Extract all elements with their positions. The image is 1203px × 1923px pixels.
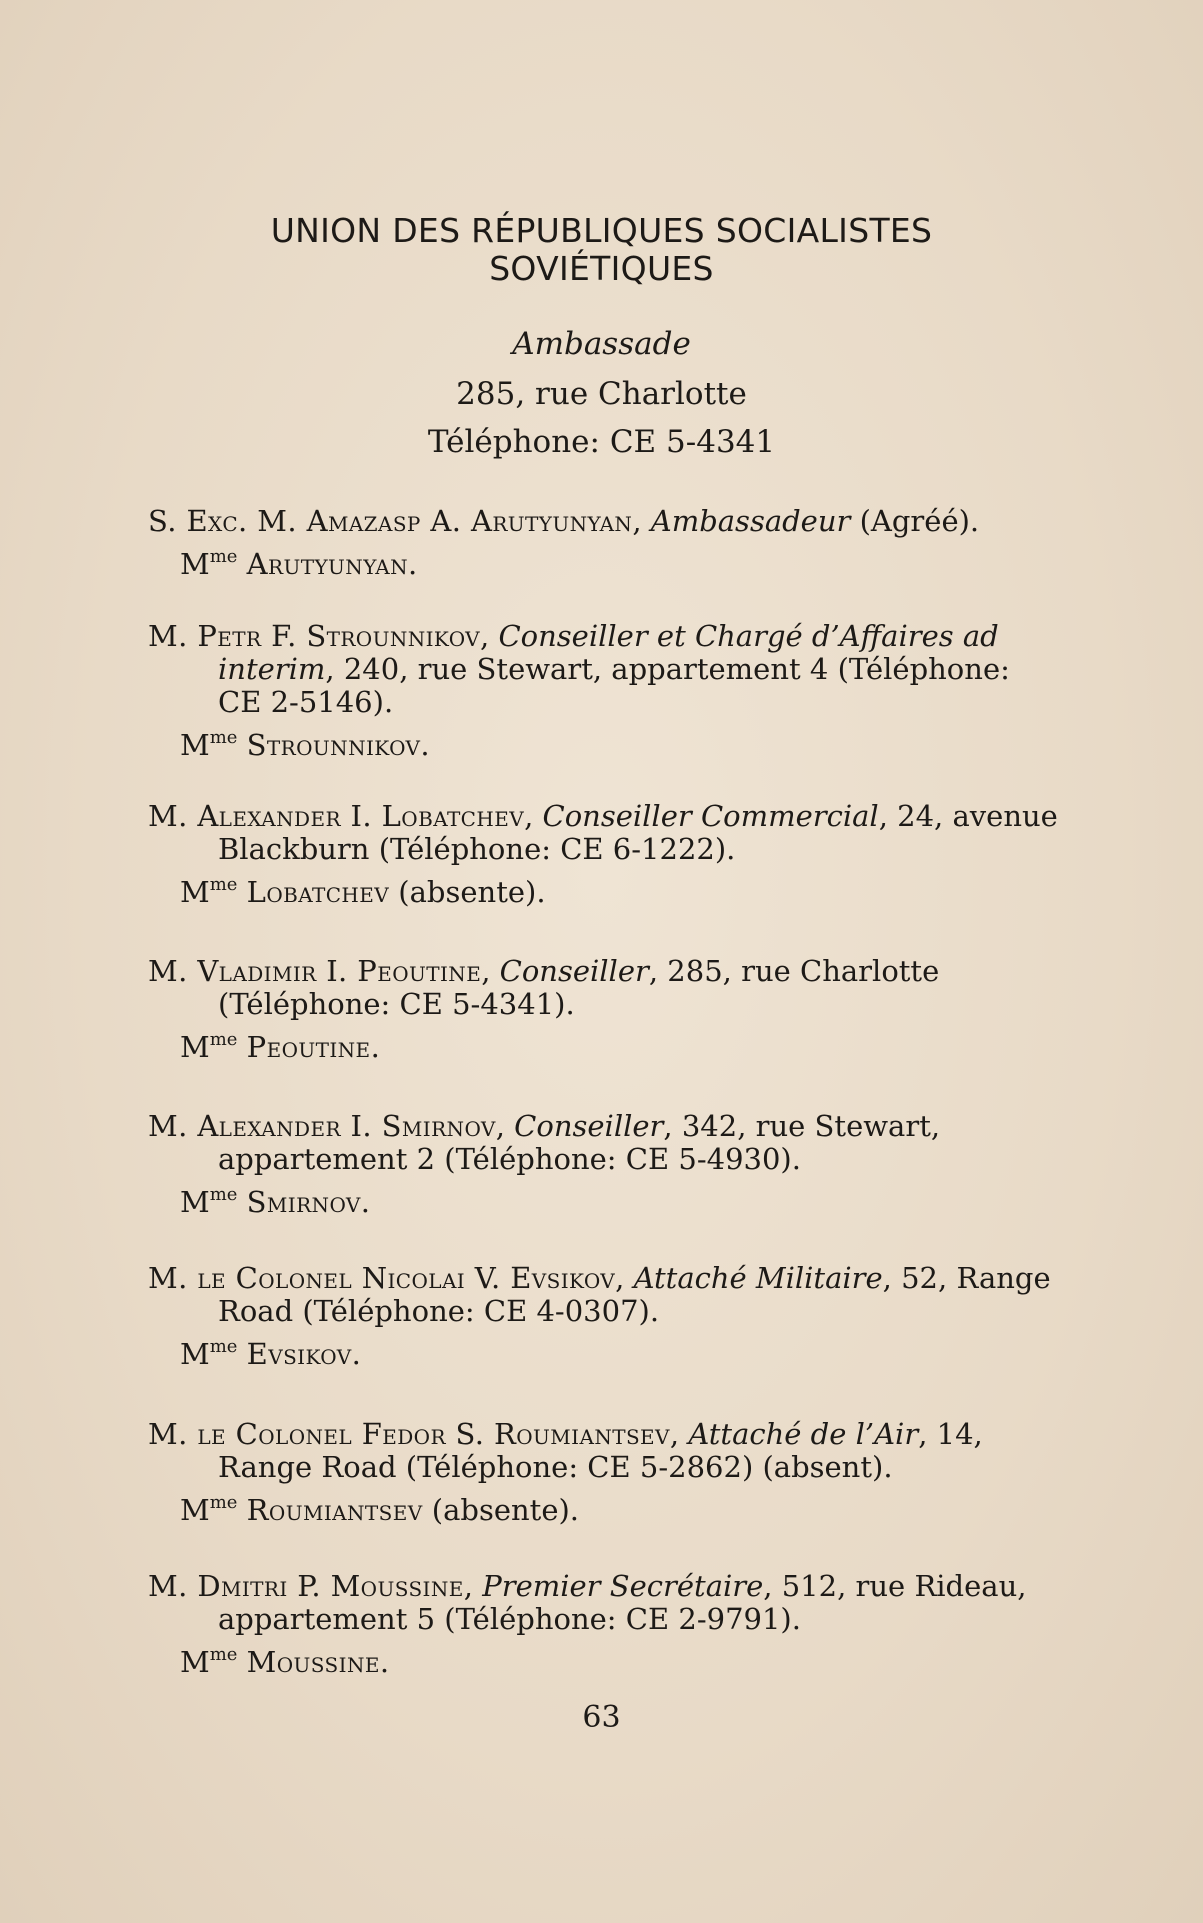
honorific: M.: [148, 1569, 198, 1603]
honorific: M.: [148, 1261, 198, 1295]
diplomat-entry: [148, 800, 1058, 909]
page-number: 63: [582, 1700, 621, 1735]
spouse-honorific-sup: me: [209, 1336, 238, 1357]
spouse-line: [148, 1338, 1058, 1371]
spouse-name: Peoutine: [246, 1030, 371, 1064]
spouse-name: Evsikov: [246, 1337, 352, 1371]
diplomat-title: Conseiller et Chargé d’Affaires ad interim: [218, 619, 999, 686]
spouse-line: [148, 876, 1058, 909]
diplomat-line: [148, 800, 1058, 866]
spouse-honorific-sup: me: [209, 1644, 238, 1665]
honorific: M.: [148, 1417, 198, 1451]
diplomat-name: Vladimir I. Peoutine: [197, 954, 482, 988]
spouse-details: .: [360, 1185, 370, 1219]
diplomat-entry: [148, 1418, 1058, 1527]
diplomat-title: Conseiller Commercial: [542, 799, 879, 833]
diplomat-line: [148, 505, 1058, 538]
separator: ,: [524, 799, 543, 833]
diplomat-details: (Agréé).: [850, 504, 980, 538]
diplomat-title: Ambassadeur: [650, 504, 851, 538]
diplomat-details: , 52, Range Road (Téléphone: CE 4-0307).: [218, 1261, 1051, 1328]
diplomat-line: [148, 620, 1058, 719]
spouse-details: (absente).: [422, 1493, 580, 1527]
embassy-address: 285, rue Charlotte: [456, 376, 747, 412]
diplomat-details: , 240, rue Stewart, appartement 4 (Téléphone: CE 2-5146).: [218, 652, 1010, 719]
honorific: M.: [148, 1109, 198, 1143]
spouse-line: [148, 548, 1058, 581]
spouse-name: Roumiantsev: [246, 1493, 423, 1527]
spouse-name: Lobatchev: [246, 875, 390, 909]
diplomat-details: , 512, rue Rideau, appartement 5 (Téléphone: CE 2-9791).: [218, 1569, 1027, 1636]
separator: ,: [615, 1261, 634, 1295]
diplomat-entry: [148, 1570, 1058, 1679]
diplomat-name: le Colonel Nicolai V. Evsikov: [197, 1261, 616, 1295]
honorific: M.: [148, 799, 198, 833]
spouse-name: Smirnov: [246, 1185, 361, 1219]
diplomat-title: Attaché Militaire: [633, 1261, 883, 1295]
diplomat-details: , 24, avenue Blackburn (Téléphone: CE 6-1222).: [218, 799, 1058, 866]
country-heading-line1: UNION DES RÉPUBLIQUES SOCIALISTES: [270, 211, 933, 250]
spouse-name: Arutyunyan: [246, 547, 409, 581]
diplomat-line: [148, 1418, 1058, 1484]
spouse-details: .: [379, 1645, 390, 1679]
diplomat-details: , 14, Range Road (Téléphone: CE 5-2862) (absent).: [218, 1417, 983, 1484]
country-heading: [0, 212, 1203, 288]
diplomat-name: le Colonel Fedor S. Roumiantsev: [197, 1417, 670, 1451]
spouse-honorific: M: [180, 1493, 210, 1527]
diplomat-title: Attaché de l’Air: [688, 1417, 919, 1451]
spouse-honorific: M: [180, 1030, 210, 1064]
diplomat-entry: [148, 1262, 1058, 1371]
diplomat-line: [148, 1110, 1058, 1176]
spouse-honorific-sup: me: [209, 1184, 238, 1205]
spouse-line: [148, 1646, 1058, 1679]
spouse-details: .: [408, 547, 418, 581]
spouse-honorific: M: [180, 1645, 210, 1679]
spouse-line: [148, 1186, 1058, 1219]
spouse-name: Moussine: [246, 1645, 380, 1679]
diplomat-name: Petr F. Strounnikov: [197, 619, 481, 653]
country-heading-line2: SOVIÉTIQUES: [489, 249, 714, 288]
honorific: M.: [148, 619, 198, 653]
diplomat-entry: [148, 1110, 1058, 1219]
diplomat-entry: [148, 955, 1058, 1064]
diplomat-line: [148, 1262, 1058, 1328]
spouse-details: (absente).: [389, 875, 546, 909]
separator: ,: [669, 1417, 689, 1451]
diplomat-title: Conseiller: [514, 1109, 664, 1143]
spouse-honorific-sup: me: [209, 727, 238, 748]
spouse-name: Strounnikov: [246, 728, 421, 762]
diplomat-title: Premier Secrétaire: [482, 1569, 764, 1603]
spouse-honorific: M: [180, 875, 210, 909]
spouse-details: .: [351, 1337, 361, 1371]
embassy-phone: Téléphone: CE 5-4341: [427, 424, 776, 460]
diplomat-entry: [148, 620, 1058, 762]
separator: ,: [480, 619, 499, 653]
diplomat-entry: [148, 505, 1058, 581]
diplomat-details: , 342, rue Stewart, appartement 2 (Téléphone: CE 5-4930).: [218, 1109, 941, 1176]
spouse-honorific: M: [180, 728, 210, 762]
honorific: S. Exc. M.: [148, 504, 307, 538]
diplomat-line: [148, 1570, 1058, 1636]
honorific: M.: [148, 954, 198, 988]
diplomat-name: Dmitri P. Moussine: [197, 1569, 464, 1603]
spouse-honorific-sup: me: [209, 1492, 238, 1513]
spouse-line: [148, 1494, 1058, 1527]
separator: ,: [481, 954, 500, 988]
spouse-honorific: M: [180, 1185, 210, 1219]
separator: ,: [495, 1109, 515, 1143]
separator: ,: [632, 504, 651, 538]
embassy-label: Ambassade: [512, 326, 691, 362]
spouse-details: .: [420, 728, 430, 762]
spouse-line: [148, 1031, 1058, 1064]
spouse-honorific: M: [180, 547, 210, 581]
diplomat-details: , 285, rue Charlotte (Téléphone: CE 5-4341).: [218, 954, 940, 1021]
spouse-honorific: M: [180, 1337, 210, 1371]
diplomat-title: Conseiller: [499, 954, 649, 988]
diplomat-name: Amazasp A. Arutyunyan: [306, 504, 633, 538]
spouse-honorific-sup: me: [209, 874, 238, 895]
spouse-details: .: [370, 1030, 380, 1064]
separator: ,: [463, 1569, 483, 1603]
diplomat-name: Alexander I. Smirnov: [197, 1109, 496, 1143]
diplomat-name: Alexander I. Lobatchev: [197, 799, 525, 833]
spouse-honorific-sup: me: [209, 546, 238, 567]
spouse-honorific-sup: me: [209, 1029, 238, 1050]
spouse-line: [148, 729, 1058, 762]
diplomat-line: [148, 955, 1058, 1021]
